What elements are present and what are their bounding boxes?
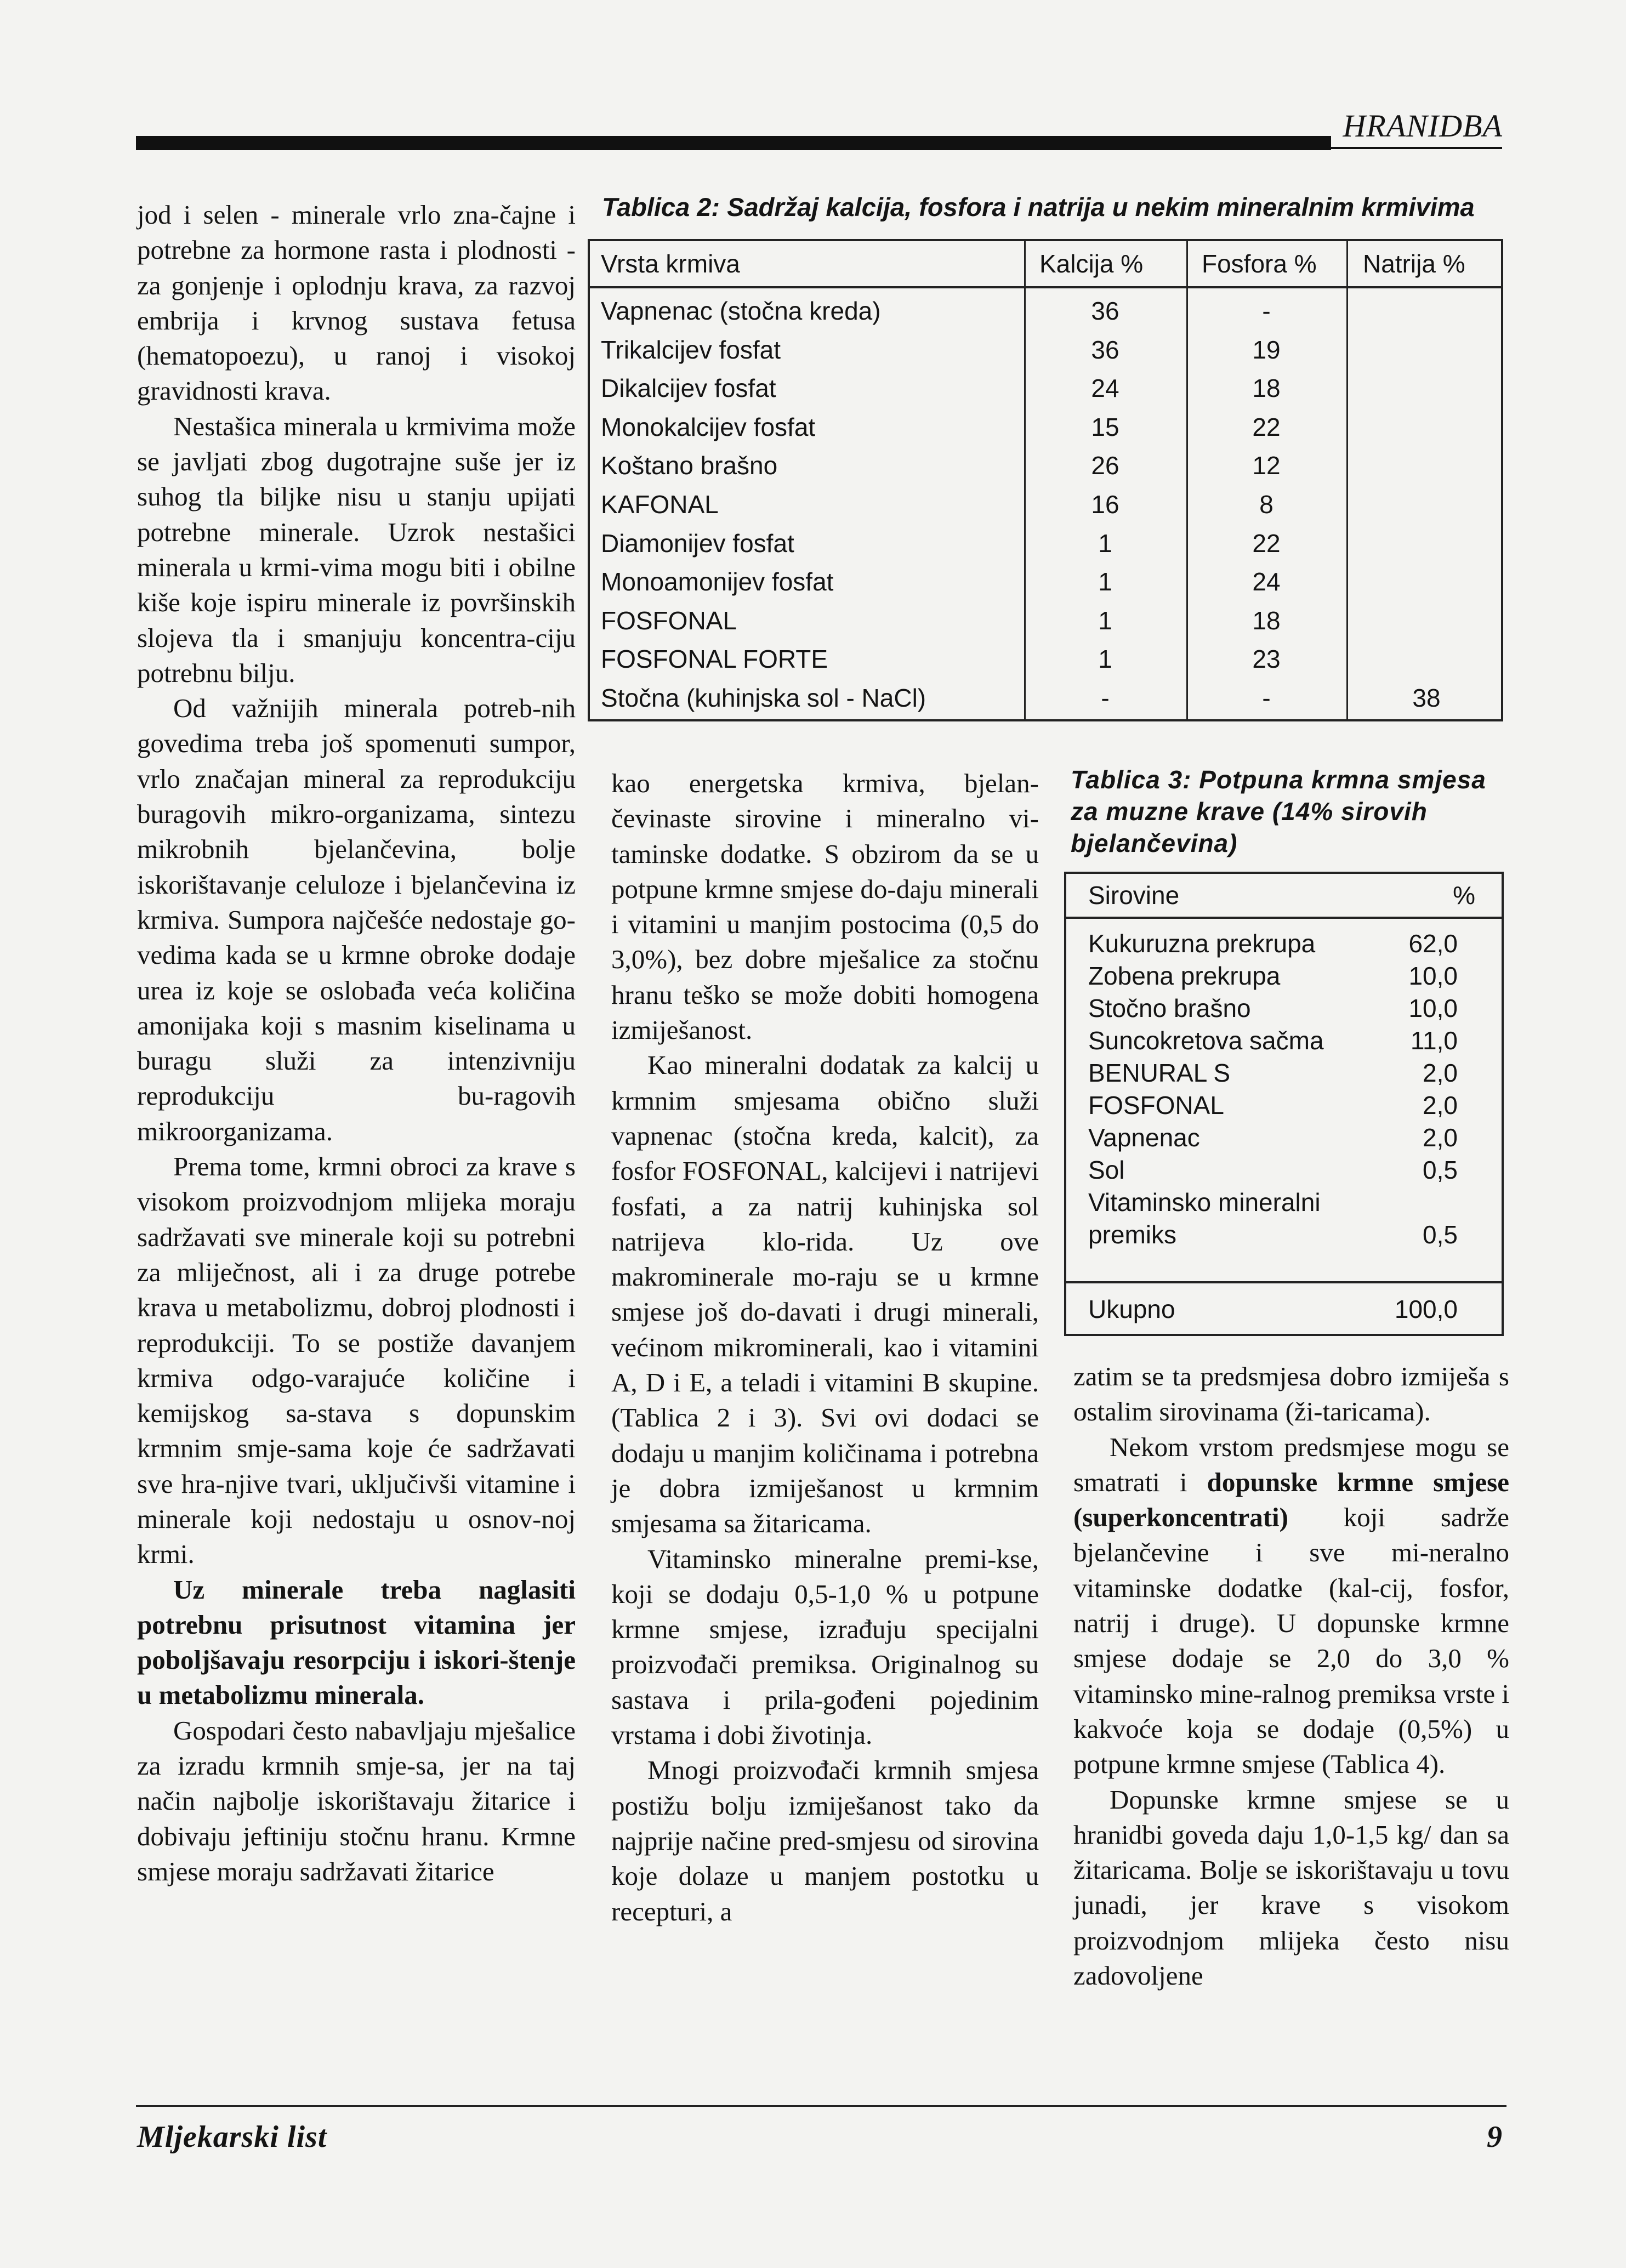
table3-header-cell: Sirovine <box>1088 881 1180 910</box>
table2-row <box>590 335 1501 373</box>
paragraph <box>1073 1430 1509 1782</box>
paragraph: Gospodari često nabavljaju mješalice za izradu krmnih smje-sa, jer na taj način najbolje iskorištavaju žitarice i dobivaju jeftiniju stočnu hranu. Krmne smjese moraju sadržavati žitarice <box>137 1715 576 1886</box>
table2-cell: 18 <box>1252 606 1281 635</box>
table3-row-value: 10,0 <box>1408 962 1458 990</box>
header-rule-thin <box>1331 147 1502 149</box>
table3-row-value: 2,0 <box>1423 1059 1458 1087</box>
table3-row-value: 11,0 <box>1410 1026 1458 1055</box>
table2-cell: 1 <box>1098 645 1112 674</box>
paragraph: kao energetska krmiva, bjelan-čevinaste sirovine i mineralno vi-taminske dodatke. S obzirom da se u potpune krmne smjese do-daju minerali i vitamini u manjim postocima (0,5 do 3,0%), bez dobre mješalice za stočnu hranu teško se može dobiti homogena izmiješanost. <box>611 768 1039 1045</box>
table3-row-label: Vitaminsko mineralni <box>1088 1188 1321 1217</box>
footer-rule <box>136 2105 1506 2107</box>
table2-cell: 16 <box>1091 490 1119 519</box>
header-rule <box>136 136 1331 150</box>
table2-row-label: KAFONAL <box>601 490 719 519</box>
paragraph: Kao mineralni dodatak za kalcij u krmnim smjesama obično služi vapnenac (stočna kreda, kalcit), za fosfor FOSFONAL, kalcijevi i natrijevi fosfati, a za natrij kuhinjska sol natrijeva klo-rida. Uz ove makrominerale mo-raju se u krmne smjese još do-davati i drugi minerali, većinom mikrominerali, kao i vitamini A, D i E, a teladi i vitamini B skupine. (Tablica 2 i 3). Svi ovi dodaci se dodaju u manjim količinama i potrebna je dobra izmiješanost u krmnim smjesama sa žitaricama. <box>611 1050 1039 1539</box>
table2-row-label: FOSFONAL FORTE <box>601 645 828 674</box>
paragraph: Od važnijih minerala potreb-nih govedima treba još spomenuti sumpor, vrlo značajan mineral za reprodukciju buragovih mikro-organizama, sintezu mikrobnih bjelančevina, bolje iskorištavanje celuloze i bjelančevina iz krmiva. Sumpora najčešće nedostaje go-vedima kada se u krmne obroke dodaje urea iz koje se oslobađa veća količina amonijaka koji s masnim kiselinama u buragu služi za intenzivniju reprodukciju bu-ragovih mikroorganizama. <box>137 693 576 1146</box>
table3-header-cell: % <box>1453 881 1475 910</box>
table2-cell: 19 <box>1252 335 1281 364</box>
table3-row-label: Kukuruzna prekrupa <box>1088 929 1316 958</box>
journal-name: Mljekarski list <box>137 2120 327 2154</box>
table2-cell: - <box>1262 684 1271 712</box>
paragraph: zatim se ta predsmjesa dobro izmiješa s ostalim sirovinama (ži-taricama). <box>1073 1361 1509 1427</box>
table3-header-row <box>1066 874 1502 919</box>
paragraph: Mnogi proizvođači krmnih smjesa postižu bolju izmiješanost tako da najprije načine pred-smjesu od sirovina koje dolaze u manjem postotku u recepturi, a <box>611 1755 1039 1926</box>
paragraph: Nestašica minerala u krmivima može se javljati zbog dugotrajne suše jer iz suhog tla biljke nisu u stanju upijati potrebne minerale. Uzrok nestašici minerala u krmi-vima mogu biti i obilne kiše koje ispiru minerale iz površinskih slojeva tla i smanjuju koncentra-ciju potrebnu bilju. <box>137 411 576 688</box>
table2-cell: 15 <box>1091 412 1119 441</box>
left-text-column <box>137 197 576 1889</box>
table2-row <box>590 296 1501 334</box>
table2-row <box>590 373 1501 412</box>
table3-total-row <box>1066 1281 1502 1334</box>
table2-cell: 1 <box>1098 567 1112 596</box>
table3-row-value: 0,5 <box>1423 1220 1458 1249</box>
table2-row-label: Koštano brašno <box>601 451 778 480</box>
paragraph: Prema tome, krmni obroci za krave s visokom proizvodnjom mlijeka moraju sadržavati sve minerale koji su potrebni za mliječnost, ali i za druge potrebe krava u metabolizmu, dobroj plodnosti i reprodukciji. To se postiže davanjem krmiva odgo-varajuće količine i kemijskog sa-stava s dopunskim krmnim smje-sama koje će sadržavati sve hra-njive tvari, uključivši vitamine i minerale koji nedostaju u osnov-noj krmi. <box>137 1151 576 1570</box>
table3-caption: Tablica 3: Potpuna krmna smjesa za muzne krave (14% sirovih bjelančevina) <box>1071 765 1486 857</box>
table2-cell: 36 <box>1091 297 1119 325</box>
paragraph: Dopunske krmne smjese se u hranidbi goveda daju 1,0-1,5 kg/ dan sa žitaricama. Bolje se iskorištavaju u tovu junadi, jer krave s visokom proizvodnjom mlijeka često nisu zadovoljene <box>1073 1784 1509 1991</box>
table2-header-cell: Fosfora % <box>1202 249 1317 278</box>
table3-row-label: premiks <box>1088 1220 1177 1249</box>
table2-cell: 22 <box>1252 528 1281 558</box>
table2-header-row <box>590 241 1501 288</box>
table2-row-label: Monokalcijev fosfat <box>601 412 816 441</box>
table2-row <box>590 683 1501 721</box>
table3-row-value: 10,0 <box>1408 994 1458 1022</box>
paragraph: Uz minerale treba naglasiti potrebnu prisutnost vitamina jer poboljšavaju resorpciju i iskori-štenje u metabolizmu minerala. <box>137 1574 576 1710</box>
table2-cell: 8 <box>1259 490 1273 519</box>
table2-header-cell: Vrsta krmiva <box>601 249 740 278</box>
table3-row-label: Zobena prekrupa <box>1088 962 1281 990</box>
table3-row-label: Vapnenac <box>1088 1123 1200 1152</box>
table3-row-value: 0,5 <box>1423 1156 1458 1184</box>
table2-cell: 24 <box>1252 567 1281 596</box>
table2-row <box>590 567 1501 605</box>
table2-row-label: Diamonijev fosfat <box>601 528 794 558</box>
paragraph-text: Nekom vrstom predsmjese mogu se smatrati i <box>1073 1431 1509 1497</box>
table2-row <box>590 528 1501 567</box>
paragraph: Vitaminsko mineralne premi-kse, koji se dodaju 0,5-1,0 % u potpune krmne smjese, izrađuju specijalni proizvođači premiksa. Originalnog su sastava i prila-gođeni pojedinim vrstama i dobi životinja. <box>611 1543 1039 1750</box>
table2-cell: 24 <box>1091 374 1119 403</box>
table3-row-label: BENURAL S <box>1088 1059 1231 1087</box>
table2-row-label: Trikalcijev fosfat <box>601 335 781 364</box>
paragraph-bold-text: dopunske krmne smjese (superkoncentrati) <box>1073 1466 1509 1533</box>
table3-row-label: Suncokretova sačma <box>1088 1026 1324 1055</box>
table3-row-label: FOSFONAL <box>1088 1091 1224 1119</box>
page-number: 9 <box>1487 2120 1502 2154</box>
table2-cell: 38 <box>1412 684 1441 712</box>
table2-header-cell: Kalcija % <box>1039 249 1144 278</box>
table3 <box>1064 872 1504 1336</box>
paragraph-text: koji sadrže bjelančevine i sve mi-neralno vitaminske dodatke (kal-cij, fosfor, natrij i druge). U dopunske krmne smjese dodaje se 2,0 do 3,0 % vitaminsko mine-ralnog premiksa vrste i kakvoće koja se dodaje (0,5%) u potpune krmne smjese (Tablica 4). <box>1073 1502 1509 1780</box>
table2-row <box>590 644 1501 683</box>
table2-row <box>590 490 1501 528</box>
table2-row-label: FOSFONAL <box>601 606 737 635</box>
table2-cell: - <box>1101 684 1110 712</box>
table2-row-label: Dikalcijev fosfat <box>601 374 776 403</box>
table2 <box>588 239 1503 721</box>
table2-row-label: Monoamonijev fosfat <box>601 567 834 596</box>
table2-cell: 36 <box>1091 335 1119 364</box>
section-title: HRANIDBA <box>1343 108 1503 144</box>
table2-caption: Tablica 2: Sadržaj kalcija, fosfora i natrija u nekim mineralnim krmivima <box>602 192 1475 221</box>
table3-total-value: 100,0 <box>1394 1295 1458 1323</box>
table2-cell: - <box>1262 297 1271 325</box>
table2-row <box>590 606 1501 644</box>
table2-cell: 26 <box>1091 451 1119 480</box>
table2-row-label: Stočna (kuhinjska sol - NaCl) <box>601 684 926 712</box>
middle-text-column <box>611 766 1039 1929</box>
table2-cell: 1 <box>1098 528 1112 558</box>
table3-row-label: Stočno brašno <box>1088 994 1251 1022</box>
table3-row-value: 2,0 <box>1423 1123 1458 1152</box>
table2-cell: 23 <box>1252 645 1281 674</box>
table2-row-label: Vapnenac (stočna kreda) <box>601 297 881 325</box>
table2-cell: 1 <box>1098 606 1112 635</box>
table2-cell: 12 <box>1252 451 1281 480</box>
table2-header-cell: Natrija % <box>1363 249 1465 278</box>
table2-row <box>590 451 1501 489</box>
table3-row-value: 62,0 <box>1408 929 1458 958</box>
table2-cell: 18 <box>1252 374 1281 403</box>
table2-row <box>590 412 1501 451</box>
paragraph: jod i selen - minerale vrlo zna-čajne i potrebne za hormone rasta i plodnosti - za gonjenje i oplodnju krava, za razvoj embrija i krvnog sustava fetusa (hematopoezu), u ranoj i visokoj gravidnosti krava. <box>137 200 576 406</box>
table3-total-label: Ukupno <box>1088 1295 1175 1323</box>
table2-cell: 22 <box>1252 412 1281 441</box>
table3-row-label: Sol <box>1088 1156 1125 1184</box>
right-text-column <box>1073 1359 1509 1993</box>
table3-row-value: 2,0 <box>1423 1091 1458 1119</box>
